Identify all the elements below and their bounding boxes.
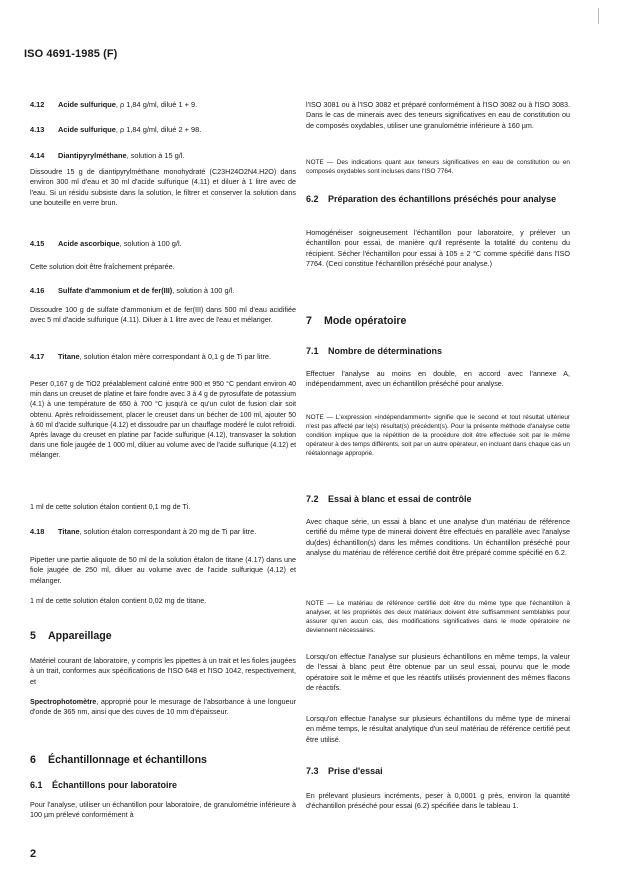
- note-6-1: NOTE — Des indications quant aux teneurs significatives en eau de constitution ou en composés oxydables sont incluses dans l'ISO 7764.: [306, 159, 570, 175]
- section-4-17: 4.17 Titane, solution étalon mère correspondant à 0,1 g de Ti par litre.: [30, 352, 272, 361]
- section-4-13: 4.13 Acide sulfurique, ρ 1,84 g/ml, dilué 2 + 98.: [30, 125, 202, 134]
- paragraph-4-18-b: 1 ml de cette solution étalon contient 0,02 mg de titane.: [30, 596, 207, 605]
- paragraph-4-16: Dissoudre 100 g de sulfate d'ammonium et de fer(III) dans 500 ml d'eau acidifiée avec 5 ml d'acide sulfurique (4.11). Diluer à 1 litre avec de l'eau et mélanger.: [30, 305, 296, 325]
- page-number: 2: [30, 848, 37, 860]
- section-heading-6-1: 6.1 Échantillons pour laboratoire: [30, 780, 178, 790]
- section-heading-7-2: 7.2 Essai à blanc et essai de contrôle: [306, 494, 472, 504]
- paragraph-7-2-b: Lorsqu'on effectue l'analyse sur plusieurs échantillons en même temps, la valeur de l'essai à blanc peut être obtenue par un seul essai, pourvu que le mode opératoire soit le même et que les réactifs utilisés proviennent des mêmes flacons de réactifs.: [306, 652, 570, 693]
- paragraph-6-2: Homogénéiser soigneusement l'échantillon pour laboratoire, y prélever un échantillon pour essai, de manière qu'il représente la totalité du contenu du récipient. Sécher l'échantillon pour essai à 105 ± 2 °C comme spécifié dans l'ISO 7764. (Ceci constitue l'échantillon préséché pour analyse.): [306, 228, 570, 269]
- section-heading-7: 7 Mode opératoire: [306, 315, 407, 327]
- scan-edge-mark: [598, 8, 599, 24]
- section-heading-7-1: 7.1 Nombre de déterminations: [306, 346, 443, 356]
- paragraph-6-1: Pour l'analyse, utiliser un échantillon pour laboratoire, de granulométrie inférieure à 100 µm prélevé conformément à: [30, 800, 296, 820]
- paragraph-5-spectrophotometer: Spectrophotomètre, approprié pour le mesurage de l'absorbance à une longueur d'onde de 365 nm, ainsi que des cuves de 10 mm d'épaisseur.: [30, 697, 296, 717]
- paragraph-7-2: Avec chaque série, un essai à blanc et une analyse d'un matériau de référence certifié du même type de minerai doivent être effectués en parallèle avec l'analyse du(des) échantillon(s) dans les mêmes conditions. Un échantillon préséché pour analyse du matériau de référence certifié doit être préparé comme spécifié en 6.2.: [306, 517, 570, 558]
- paragraph-4-15: Cette solution doit être fraîchement préparée.: [30, 262, 175, 271]
- paragraph-4-17: Peser 0,167 g de TiO2 préalablement calciné entre 900 et 950 °C pendant environ 40 min dans un creuset de platine et faire fondre avec 3 à 4 g de pyrosulfate de potassium (4.1) à une température de 650 à 700 °C jusqu'à ce qu'un culot de fusion clair soit obtenu. Après refroidissement, placer le creuset dans un bécher de 100 ml, ajouter 50 à 60 ml d'acide sulfurique (4.12) et dissoudre par un chauffage modéré le culot refroidi. Après lavage du creuset en platine par l'acide sulfurique (4.12), transvaser la solution dans une fiole jaugée de 1 000 ml, diluer au volume avec de l'acide sulfurique (4.12) et mélanger.: [30, 381, 296, 460]
- section-4-15: 4.15 Acide ascorbique, solution à 100 g/l.: [30, 239, 182, 248]
- note-7-2: NOTE — Le matériau de référence certifié doit être du même type que l'échantillon à analyser, et les propriétés des deux matériaux doivent être suffisamment semblables pour assurer qu'en aucun cas, des modifications significatives dans le mode opératoire ne deviennent nécessaires.: [306, 600, 570, 634]
- paragraph-4-14: Dissoudre 15 g de diantipyrylméthane monohydraté (C23H24O2N4.H2O) dans environ 300 ml d'eau et 30 ml d'acide sulfurique (4.11) et diluer à 1 litre avec de l'eau. Si un résidu subsiste dans la solution, le filtrer et conserver la solution dans une bouteille en verre brun.: [30, 167, 296, 208]
- section-heading-5: 5 Appareillage: [30, 630, 112, 642]
- paragraph-7-2-c: Lorsqu'on effectue l'analyse sur plusieurs échantillons du même type de minerai en même temps, le résultat analytique d'un seul matériau de référence certifié peut être utilisé.: [306, 714, 570, 744]
- section-heading-6: 6 Échantillonnage et échantillons: [30, 754, 207, 766]
- paragraph-6-1-continued: l'ISO 3081 ou à l'ISO 3082 et préparé conformément à l'ISO 3082 ou à l'ISO 3083. Dans le cas de minerais avec des teneurs significatives en eau de constitution ou de composés oxydables, utiliser une granulométrie inférieure à 160 µm.: [306, 100, 570, 130]
- paragraph-7-3: En prélevant plusieurs incréments, peser à 0,0001 g près, environ la quantité d'échantillon préséché pour essai (6.2) spécifiée dans le tableau 1.: [306, 791, 570, 811]
- section-heading-7-3: 7.3 Prise d'essai: [306, 766, 383, 776]
- section-4-12: 4.12 Acide sulfurique, ρ 1,84 g/ml, dilué 1 + 9.: [30, 100, 198, 109]
- document-header: ISO 4691-1985 (F): [24, 48, 118, 60]
- section-heading-6-2: 6.2 Préparation des échantillons préséchés pour analyse: [306, 194, 557, 204]
- paragraph-5: Matériel courant de laboratoire, y compris les pipettes à un trait et les fioles jaugées à un trait, conformes aux spécifications de l'ISO 648 et l'ISO 1042, respectivement, et: [30, 656, 296, 686]
- section-4-16: 4.16 Sulfate d'ammonium et de fer(III), solution à 100 g/l.: [30, 286, 235, 295]
- section-4-18: 4.18 Titane, solution étalon correspondant à 20 mg de Ti par litre.: [30, 527, 257, 536]
- paragraph-7-1: Effectuer l'analyse au moins en double, en accord avec l'annexe A, indépendamment, avec un échantillon préséché pour analyse.: [306, 369, 570, 389]
- section-4-14: 4.14 Diantipyrylméthane, solution à 15 g/l.: [30, 151, 185, 160]
- paragraph-4-18: Pipetter une partie aliquote de 50 ml de la solution étalon de titane (4.17) dans une fiole jaugée de 250 ml, diluer au volume avec de l'acide sulfurique (4.12) et mélanger.: [30, 555, 296, 585]
- note-7-1: NOTE — L'expression «indépendamment» signifie que le second et tout résultat ultérieur n'est pas affecté par le(s) résultat(s) précédent(s). Pour la présente méthode d'analyse cette condition implique que la répétition de la procédure doit être effectuée soit par le même opérateur à des temps différents, soit par un autre opérateur, en incluant dans chaque cas un réétalonnage approprié.: [306, 414, 570, 457]
- paragraph-4-17-b: 1 ml de cette solution étalon contient 0,1 mg de Ti.: [30, 502, 191, 511]
